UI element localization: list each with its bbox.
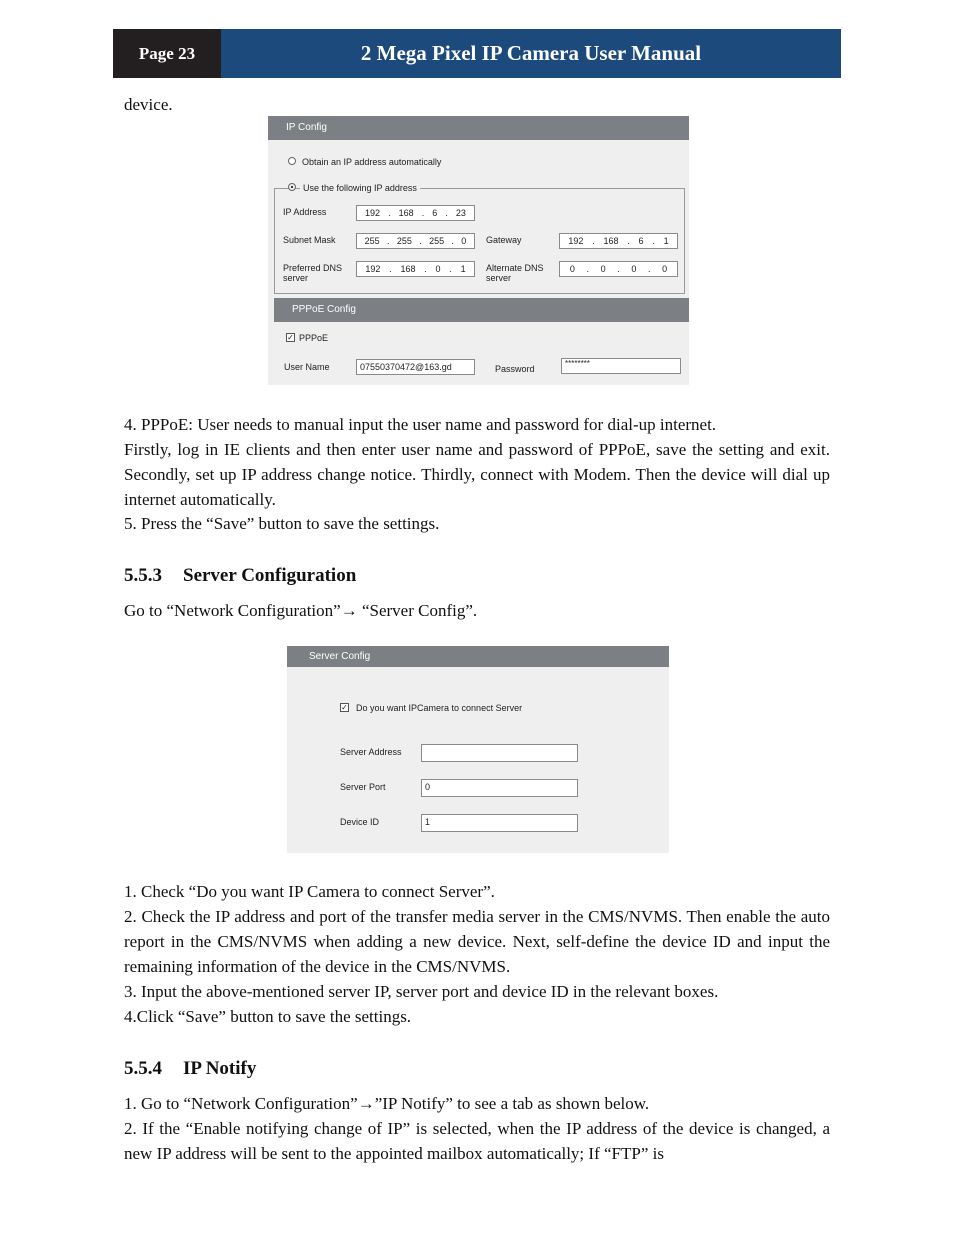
device-id-input[interactable]: 1 [421, 814, 578, 832]
section-title: IP Notify [183, 1058, 257, 1079]
ip-octet: 192 [365, 208, 381, 218]
gateway-field[interactable]: 192 . 168 . 6 . 1 [559, 233, 678, 249]
pref-dns-label-2: server [283, 273, 309, 283]
dns-octet: 0 [662, 264, 668, 274]
subnet-field[interactable]: 255 . 255 . 255 . 0 [356, 233, 475, 249]
ip-config-header: IP Config [268, 116, 689, 140]
pppoe-checkbox[interactable]: ✓ [287, 333, 294, 342]
gateway-octet: 1 [663, 236, 669, 246]
subnet-octet: 255 [396, 236, 412, 246]
dns-octet: 0 [435, 264, 441, 274]
gateway-label: Gateway [486, 235, 522, 245]
ip-octet: 6 [432, 208, 438, 218]
gateway-octet: 6 [638, 236, 644, 246]
alt-dns-label: Alternate DNS [486, 263, 544, 273]
subnet-octet: 255 [364, 236, 380, 246]
server-port-input[interactable]: 0 [421, 779, 578, 797]
password-label: Password [495, 364, 535, 374]
section-number: 5.5.3 [124, 565, 162, 586]
password-input[interactable]: ******** [561, 358, 681, 374]
paragraph: 2. If the “Enable notifying change of IP” is selected, when the IP address of the device is changed, a new IP address will be sent to the appointed mailbox automatically; If “FTP” is [124, 1119, 830, 1163]
section-heading [124, 1058, 256, 1080]
obtain-auto-label: Obtain an IP address automatically [302, 157, 442, 167]
page-number: Page 23 [113, 29, 221, 78]
connect-server-label: Do you want IPCamera to connect Server [356, 703, 523, 713]
server-config-header: Server Config [287, 646, 669, 667]
ip-address-label: IP Address [283, 207, 327, 217]
section-number: 5.5.4 [124, 1058, 162, 1079]
device-id-label: Device ID [340, 817, 380, 827]
use-following-label: Use the following IP address [300, 183, 420, 193]
obtain-auto-radio[interactable] [288, 157, 296, 165]
paragraph: Firstly, log in IE clients and then enter user name and password of PPPoE, save the setting and exit. Secondly, set up IP address change notice. Thirdly, connect with Modem. Then the device will dial up internet automatically. [124, 440, 830, 509]
ip-octet: 23 [455, 208, 466, 218]
paragraph: Go to “Network Configuration”→ “Server Config”. [124, 601, 478, 620]
paragraph: 5. Press the “Save” button to save the settings. [124, 514, 440, 533]
pref-dns-label: Preferred DNS [283, 263, 343, 273]
subnet-octet: 0 [461, 236, 467, 246]
intro-text: device. [124, 95, 173, 114]
dns-octet: 0 [600, 264, 606, 274]
server-port-label: Server Port [340, 782, 386, 792]
paragraph: 4. PPPoE: User needs to manual input the user name and password for dial-up internet. [124, 415, 717, 434]
pppoe-checkbox-label: PPPoE [299, 333, 329, 343]
user-name-input[interactable]: 07550370472@163.gd [356, 359, 475, 375]
gateway-octet: 192 [568, 236, 584, 246]
dns-octet: 0 [631, 264, 637, 274]
ip-config-panel [268, 116, 689, 385]
section-heading [124, 565, 356, 587]
paragraph: 1. Go to “Network Configuration”→”IP Notify” to see a tab as shown below. [124, 1094, 650, 1113]
server-address-label: Server Address [340, 747, 402, 757]
ip-octet: 168 [398, 208, 414, 218]
use-following-radio[interactable] [288, 183, 296, 191]
pref-dns-field[interactable]: 192 . 168 . 0 . 1 [356, 261, 475, 277]
alt-dns-field[interactable]: 0 . 0 . 0 . 0 [559, 261, 678, 277]
paragraph: 2. Check the IP address and port of the transfer media server in the CMS/NVMS. Then enable the auto report in the CMS/NVMS when adding a new device. Next, self-define the device ID and input the remaining information of the device in the CMS/NVMS. [124, 907, 830, 976]
paragraph: 1. Check “Do you want IP Camera to connect Server”. [124, 882, 495, 901]
ip-address-field[interactable]: 192 . 168 . 6 . 23 [356, 205, 475, 221]
user-name-label: User Name [284, 362, 330, 372]
manual-title: 2 Mega Pixel IP Camera User Manual [221, 29, 841, 78]
server-address-input[interactable] [421, 744, 578, 762]
dns-octet: 192 [365, 264, 381, 274]
alt-dns-label-2: server [486, 273, 512, 283]
subnet-label: Subnet Mask [283, 235, 336, 245]
pppoe-config-header: PPPoE Config [274, 298, 689, 322]
gateway-octet: 168 [603, 236, 619, 246]
dns-octet: 1 [460, 264, 466, 274]
section-title: Server Configuration [183, 565, 357, 586]
server-config-panel [287, 646, 669, 853]
dns-octet: 168 [400, 264, 416, 274]
dns-octet: 0 [569, 264, 575, 274]
connect-server-checkbox[interactable]: ✓ [341, 703, 348, 712]
paragraph: 4.Click “Save” button to save the settings. [124, 1007, 412, 1026]
subnet-octet: 255 [429, 236, 445, 246]
paragraph: 3. Input the above-mentioned server IP, server port and device ID in the relevant boxes. [124, 982, 719, 1001]
